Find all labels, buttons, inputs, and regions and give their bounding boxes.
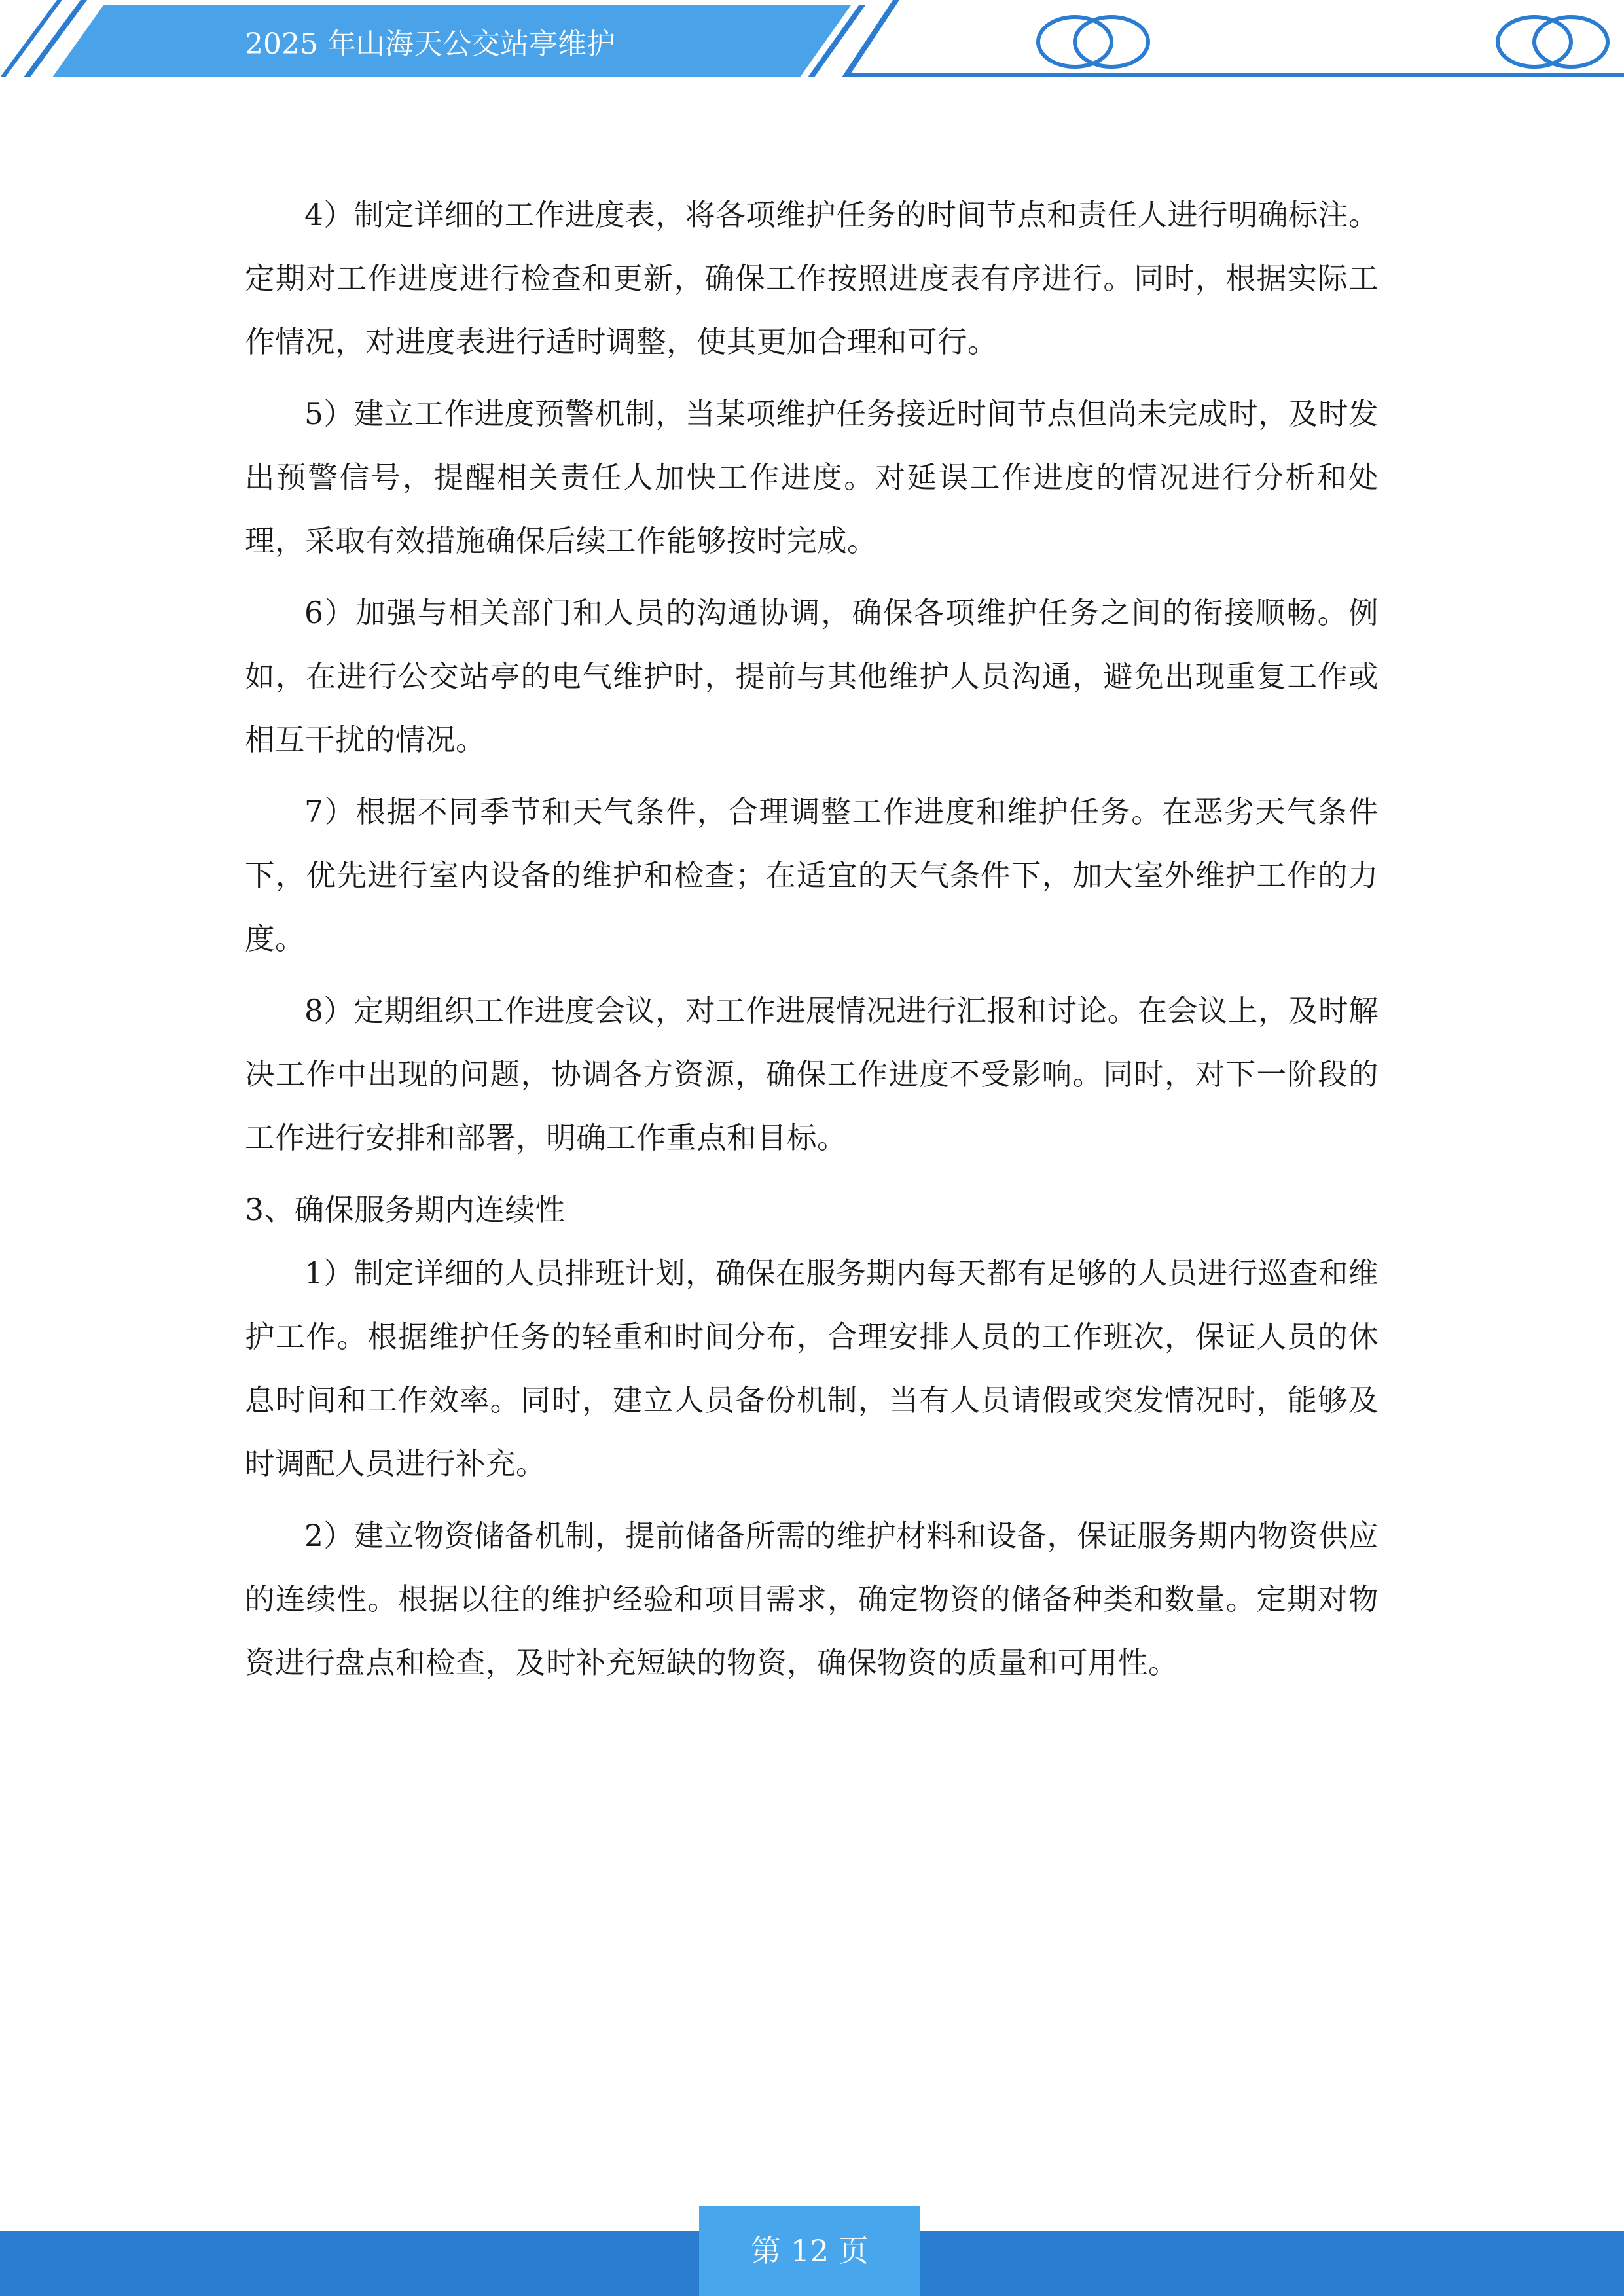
rings-logo-icon [1498,17,1608,67]
page-header [0,0,1624,85]
paragraph: 2）建立物资储备机制，提前储备所需的维护材料和设备，保证服务期内物资供应的连续性。根据以往的维护经验和项目需求，确定物资的储备种类和数量。定期对物资进行盘点和检查，及时补充短缺的物资，确保物资的质量和可用性。 [245,1518,1379,1680]
paragraph: 5）建立工作进度预警机制，当某项维护任务接近时间节点但尚未完成时，及时发出预警信号，提醒相关责任人加快工作进度。对延误工作进度的情况进行分析和处理，采取有效措施确保后续工作能够按时完成。 [245,397,1379,558]
section-heading: 3、确保服务期内连续性 [245,1193,566,1227]
paragraph: 1）制定详细的人员排班计划，确保在服务期内每天都有足够的人员进行巡查和维护工作。根据维护任务的轻重和时间分布，合理安排人员的工作班次，保证人员的休息时间和工作效率。同时，建立人员备份机制，当有人员请假或突发情况时，能够及时调配人员进行补充。 [245,1256,1379,1481]
header-title: 2025 年山海天公交站亭维护 [245,27,615,61]
document-body [245,183,1379,1703]
paragraph: 6）加强与相关部门和人员的沟通协调，确保各项维护任务之间的衔接顺畅。例如，在进行公交站亭的电气维护时，提前与其他维护人员沟通，避免出现重复工作或相互干扰的情况。 [245,596,1379,757]
header-rule [844,73,1624,77]
header-stripe-4 [842,0,899,77]
header-graphic [0,0,1624,85]
paragraph: 8）定期组织工作进度会议，对工作进展情况进行汇报和讨论。在会议上，及时解决工作中出现的问题，协调各方资源，确保工作进度不受影响。同时，对下一阶段的工作进行安排和部署，明确工作重点和目标。 [245,994,1379,1155]
paragraph: 7）根据不同季节和天气条件，合理调整工作进度和维护任务。在恶劣天气条件下，优先进行室内设备的维护和检查；在适宜的天气条件下，加大室外维护工作的力度。 [245,795,1379,956]
page-number: 第 12 页 [699,2206,920,2296]
paragraph: 4）制定详细的工作进度表，将各项维护任务的时间节点和责任人进行明确标注。定期对工作进度进行检查和更新，确保工作按照进度表有序进行。同时，根据实际工作情况，对进度表进行适时调整，使其更加合理和可行。 [245,198,1379,359]
rings-logo-icon [1038,17,1148,67]
